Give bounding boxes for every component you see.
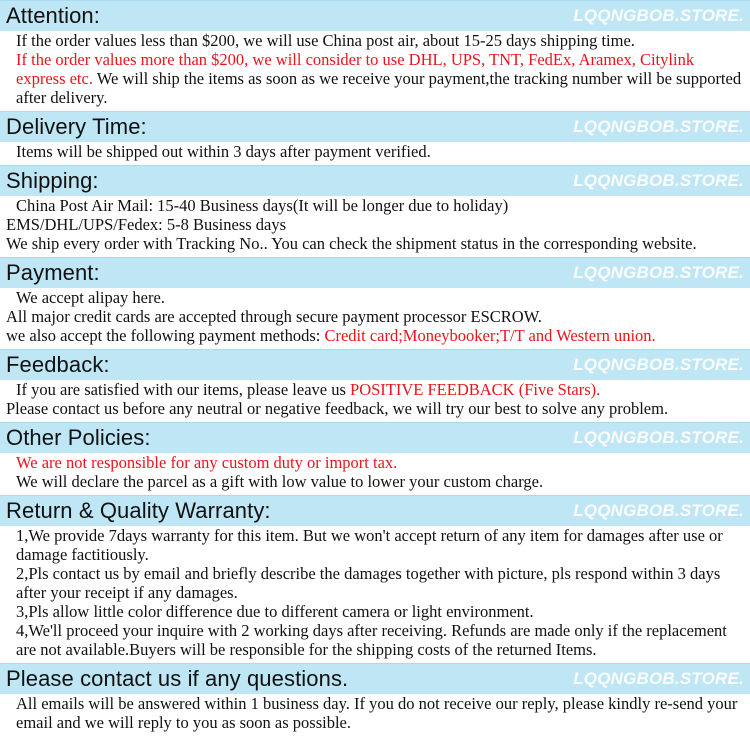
- payment-line-1: We accept alipay here.: [16, 288, 165, 307]
- shipping-line-3: We ship every order with Tracking No.. You can check the shipment status in the corresponding website.: [6, 234, 697, 253]
- feedback-title: Feedback:: [6, 352, 110, 377]
- policies-body: [0, 453, 750, 495]
- policies-title: Other Policies:: [6, 425, 151, 450]
- warranty-line-2: 2,Pls contact us by email and briefly describe the damages together with picture, pls respond within 3 days after your receipt if any damages.: [16, 564, 721, 602]
- attention-title: Attention:: [6, 3, 100, 28]
- payment-body: [0, 288, 750, 349]
- feedback-line-1-text: If you are satisfied with our items, please leave us: [16, 380, 351, 399]
- store-watermark: LQQNGBOB.STORE.: [573, 355, 744, 374]
- attention-line-2-red: If the order values more than $200, we will consider to use DHL, UPS, TNT, FedEx, Aramex, Citylink express etc.: [16, 50, 695, 88]
- contact-body: [0, 694, 750, 736]
- warranty-section: [0, 495, 750, 663]
- delivery-body: [0, 142, 750, 165]
- policies-line-2: We will declare the parcel as a gift with low value to lower your custom charge.: [16, 472, 544, 491]
- payment-title: Payment:: [6, 260, 100, 285]
- warranty-title: Return & Quality Warranty:: [6, 498, 271, 523]
- payment-methods-red: Credit card;Moneybooker;T/T and Western union.: [324, 326, 656, 345]
- warranty-line-4: 4,We'll proceed your inquire with 2 working days after receiving. Refunds are made only if the replacement are not available.Buyers will be responsible for the shipping costs of the returned Items.: [16, 621, 727, 659]
- store-watermark: LQQNGBOB.STORE.: [573, 428, 744, 447]
- attention-section: [0, 0, 750, 111]
- policies-line-1: We are not responsible for any custom duty or import tax.: [16, 453, 398, 472]
- policies-section: [0, 422, 750, 495]
- payment-section: [0, 257, 750, 349]
- payment-line-3-text: we also accept the following payment methods:: [6, 326, 325, 345]
- store-watermark: LQQNGBOB.STORE.: [573, 171, 744, 190]
- feedback-body: [0, 380, 750, 422]
- contact-line-1: All emails will be answered within 1 business day. If you do not receive our reply, please kindly re-send your email and we will reply to you as soon as possible.: [16, 694, 738, 732]
- attention-line-2: [6, 50, 744, 107]
- delivery-line-1: Items will be shipped out within 3 days after payment verified.: [16, 142, 431, 161]
- contact-header: [0, 663, 750, 694]
- shipping-line-1: China Post Air Mail: 15-40 Business days(It will be longer due to holiday): [16, 196, 509, 215]
- shipping-line-2: EMS/DHL/UPS/Fedex: 5-8 Business days: [6, 215, 287, 234]
- store-watermark: LQQNGBOB.STORE.: [573, 117, 744, 136]
- shipping-title: Shipping:: [6, 168, 99, 193]
- warranty-line-3: 3,Pls allow little color difference due to different camera or light environment.: [16, 602, 534, 621]
- feedback-line-1: [6, 380, 744, 399]
- payment-header: [0, 257, 750, 288]
- store-watermark: LQQNGBOB.STORE.: [573, 6, 744, 25]
- delivery-header: [0, 111, 750, 142]
- positive-feedback-red: POSITIVE FEEDBACK (Five Stars).: [350, 380, 601, 399]
- shipping-section: [0, 165, 750, 257]
- contact-section: [0, 663, 750, 736]
- store-watermark: LQQNGBOB.STORE.: [573, 501, 744, 520]
- attention-body: [0, 31, 750, 111]
- payment-line-3: [6, 326, 744, 345]
- attention-line-1: If the order values less than $200, we will use China post air, about 15-25 days shipping time.: [16, 31, 635, 50]
- shipping-body: [0, 196, 750, 257]
- attention-header: [0, 0, 750, 31]
- store-watermark: LQQNGBOB.STORE.: [573, 669, 744, 688]
- feedback-line-2: Please contact us before any neutral or negative feedback, we will try our best to solve any problem.: [6, 399, 669, 418]
- shipping-header: [0, 165, 750, 196]
- policies-header: [0, 422, 750, 453]
- feedback-section: [0, 349, 750, 422]
- warranty-line-1: 1,We provide 7days warranty for this item. But we won't accept return of any item for damages after use or damage factitiously.: [16, 526, 723, 564]
- payment-line-2: All major credit cards are accepted through secure payment processor ESCROW.: [6, 307, 542, 326]
- contact-title: Please contact us if any questions.: [6, 666, 349, 691]
- feedback-header: [0, 349, 750, 380]
- warranty-header: [0, 495, 750, 526]
- delivery-title: Delivery Time:: [6, 114, 147, 139]
- attention-line-2-rest: We will ship the items as soon as we receive your payment,the tracking number will be supported after delivery.: [16, 69, 742, 107]
- warranty-body: [0, 526, 750, 663]
- store-watermark: LQQNGBOB.STORE.: [573, 263, 744, 282]
- delivery-section: [0, 111, 750, 165]
